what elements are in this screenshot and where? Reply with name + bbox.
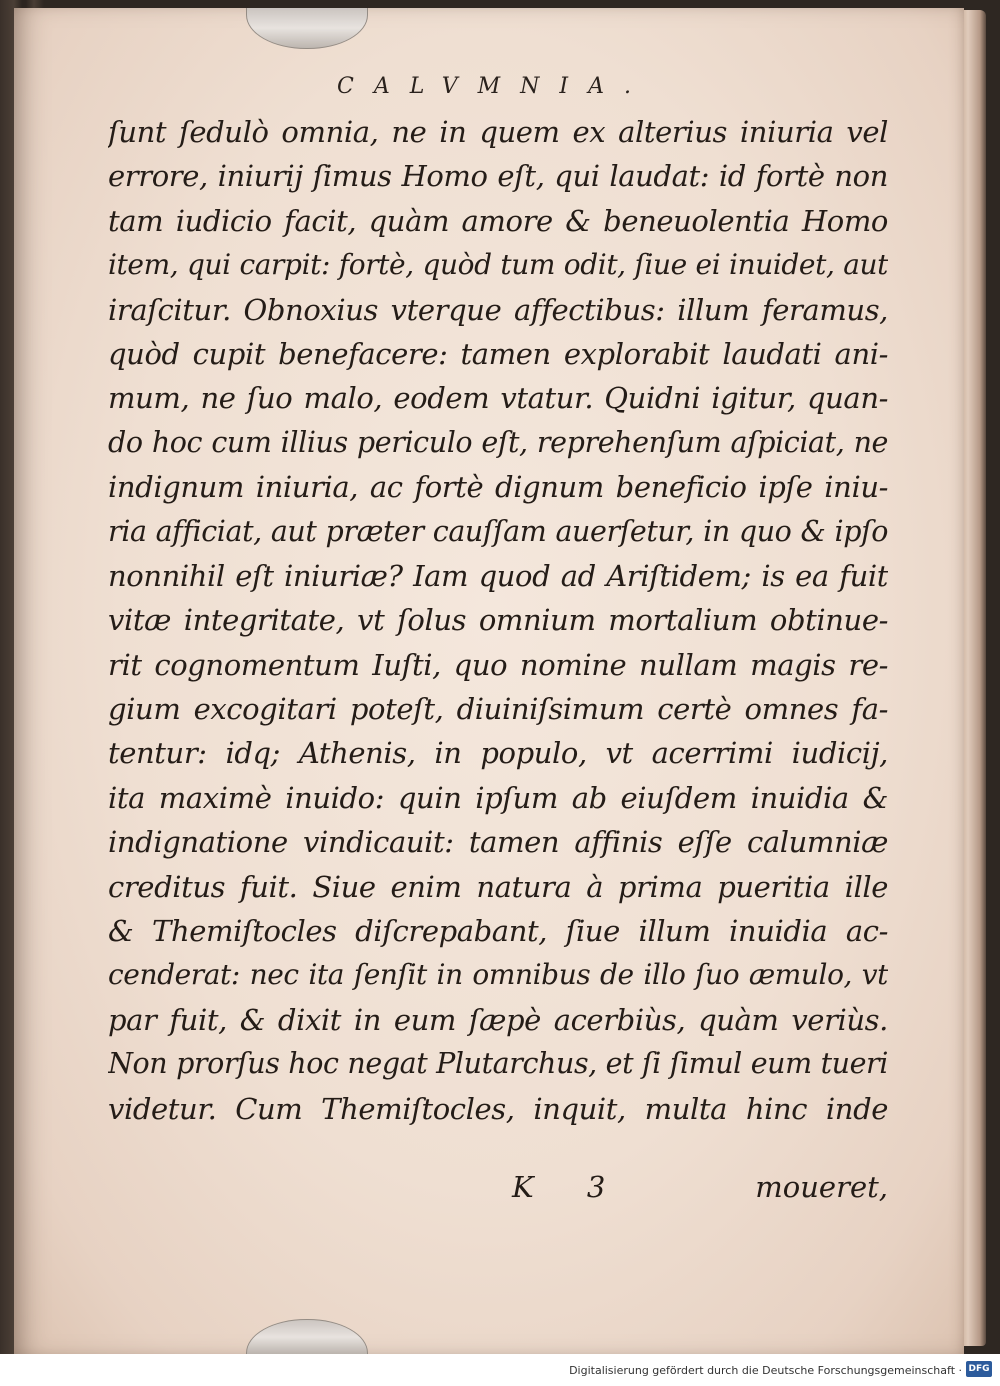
clip-top [246,8,368,49]
text-line: par fuit, & dixit in eum ſæpè acerbiùs, quàm veriùs. [108,1002,888,1037]
text-line: Non prorſus hoc negat Plutarchus, et ſi ſimul eum tueri [108,1047,888,1081]
text-line: iraſcitur. Obnoxius vterque affectibus: illum feramus, [108,292,888,327]
text-line: do hoc cum illius periculo eſt, reprehenſum aſpiciat, ne [108,425,888,459]
page-footer [108,1170,888,1214]
text-line: indignatione vindicauit: tamen affinis eſſe calumniæ [108,825,888,860]
text-line: ria afficiat, aut præter cauſſam auerſetur, in quo & ipſo [108,514,888,548]
text-line: videtur. Cum Themiſtocles, inquit, multa hinc inde [108,1091,888,1126]
clip-bottom [246,1319,368,1354]
book-page [14,8,964,1354]
running-head: CALVMNIA. [337,74,651,99]
dfg-logo: DFG [966,1361,992,1377]
text-line: nonnihil eſt iniuriæ? Iam quod ad Ariſtidem; is ea fuit [108,558,888,593]
text-line: rit cognomentum Iuſti, quo nomine nullam magis re- [108,647,888,682]
credit-bar [0,1354,1000,1386]
catchword: moueret, [755,1170,888,1204]
text-line: vitæ integritate, vt ſolus omnium mortalium obtinue- [108,603,888,638]
text-line: item, qui carpit: fortè, quòd tum odit, ſiue ei inuidet, aut [108,248,888,282]
text-line: & Themiſtocles diſcrepabant, ſiue illum inuidia ac- [108,914,888,949]
body-text [108,110,888,1131]
text-line: indignum iniuria, ac fortè dignum beneficio ipſe iniu- [108,470,888,505]
text-line: ita maximè inuido: quin ipſum ab eiuſdem inuidia & [108,780,888,815]
text-line: ſunt ſedulò omnia, ne in quem ex alterius iniuria vel [108,115,888,149]
text-line: tam iudicio facit, quàm amore & beneuolentia Homo [108,203,888,238]
text-line: tentur: idq; Athenis, in populo, vt acerrimi iudicij, [108,736,888,771]
credit-text: Digitalisierung gefördert durch die Deutsche Forschungsgemeinschaft · [569,1364,962,1377]
text-line: mum, ne ſuo malo, eodem vtatur. Quidni igitur, quan- [108,381,888,416]
text-line: quòd cupit benefacere: tamen explorabit laudati ani- [108,336,888,371]
signature-mark: K 3 [512,1170,628,1204]
text-line: creditus fuit. Siue enim natura à prima pueritia ille [108,869,888,904]
text-line: gium excogitari poteſt, diuiniſsimum certè omnes fa- [108,692,888,727]
text-line: cenderat: nec ita ſenſit in omnibus de illo ſuo æmulo, vt [108,958,888,992]
text-line: errore, iniurij ſimus Homo eſt, qui laudat: id fortè non [108,159,888,194]
